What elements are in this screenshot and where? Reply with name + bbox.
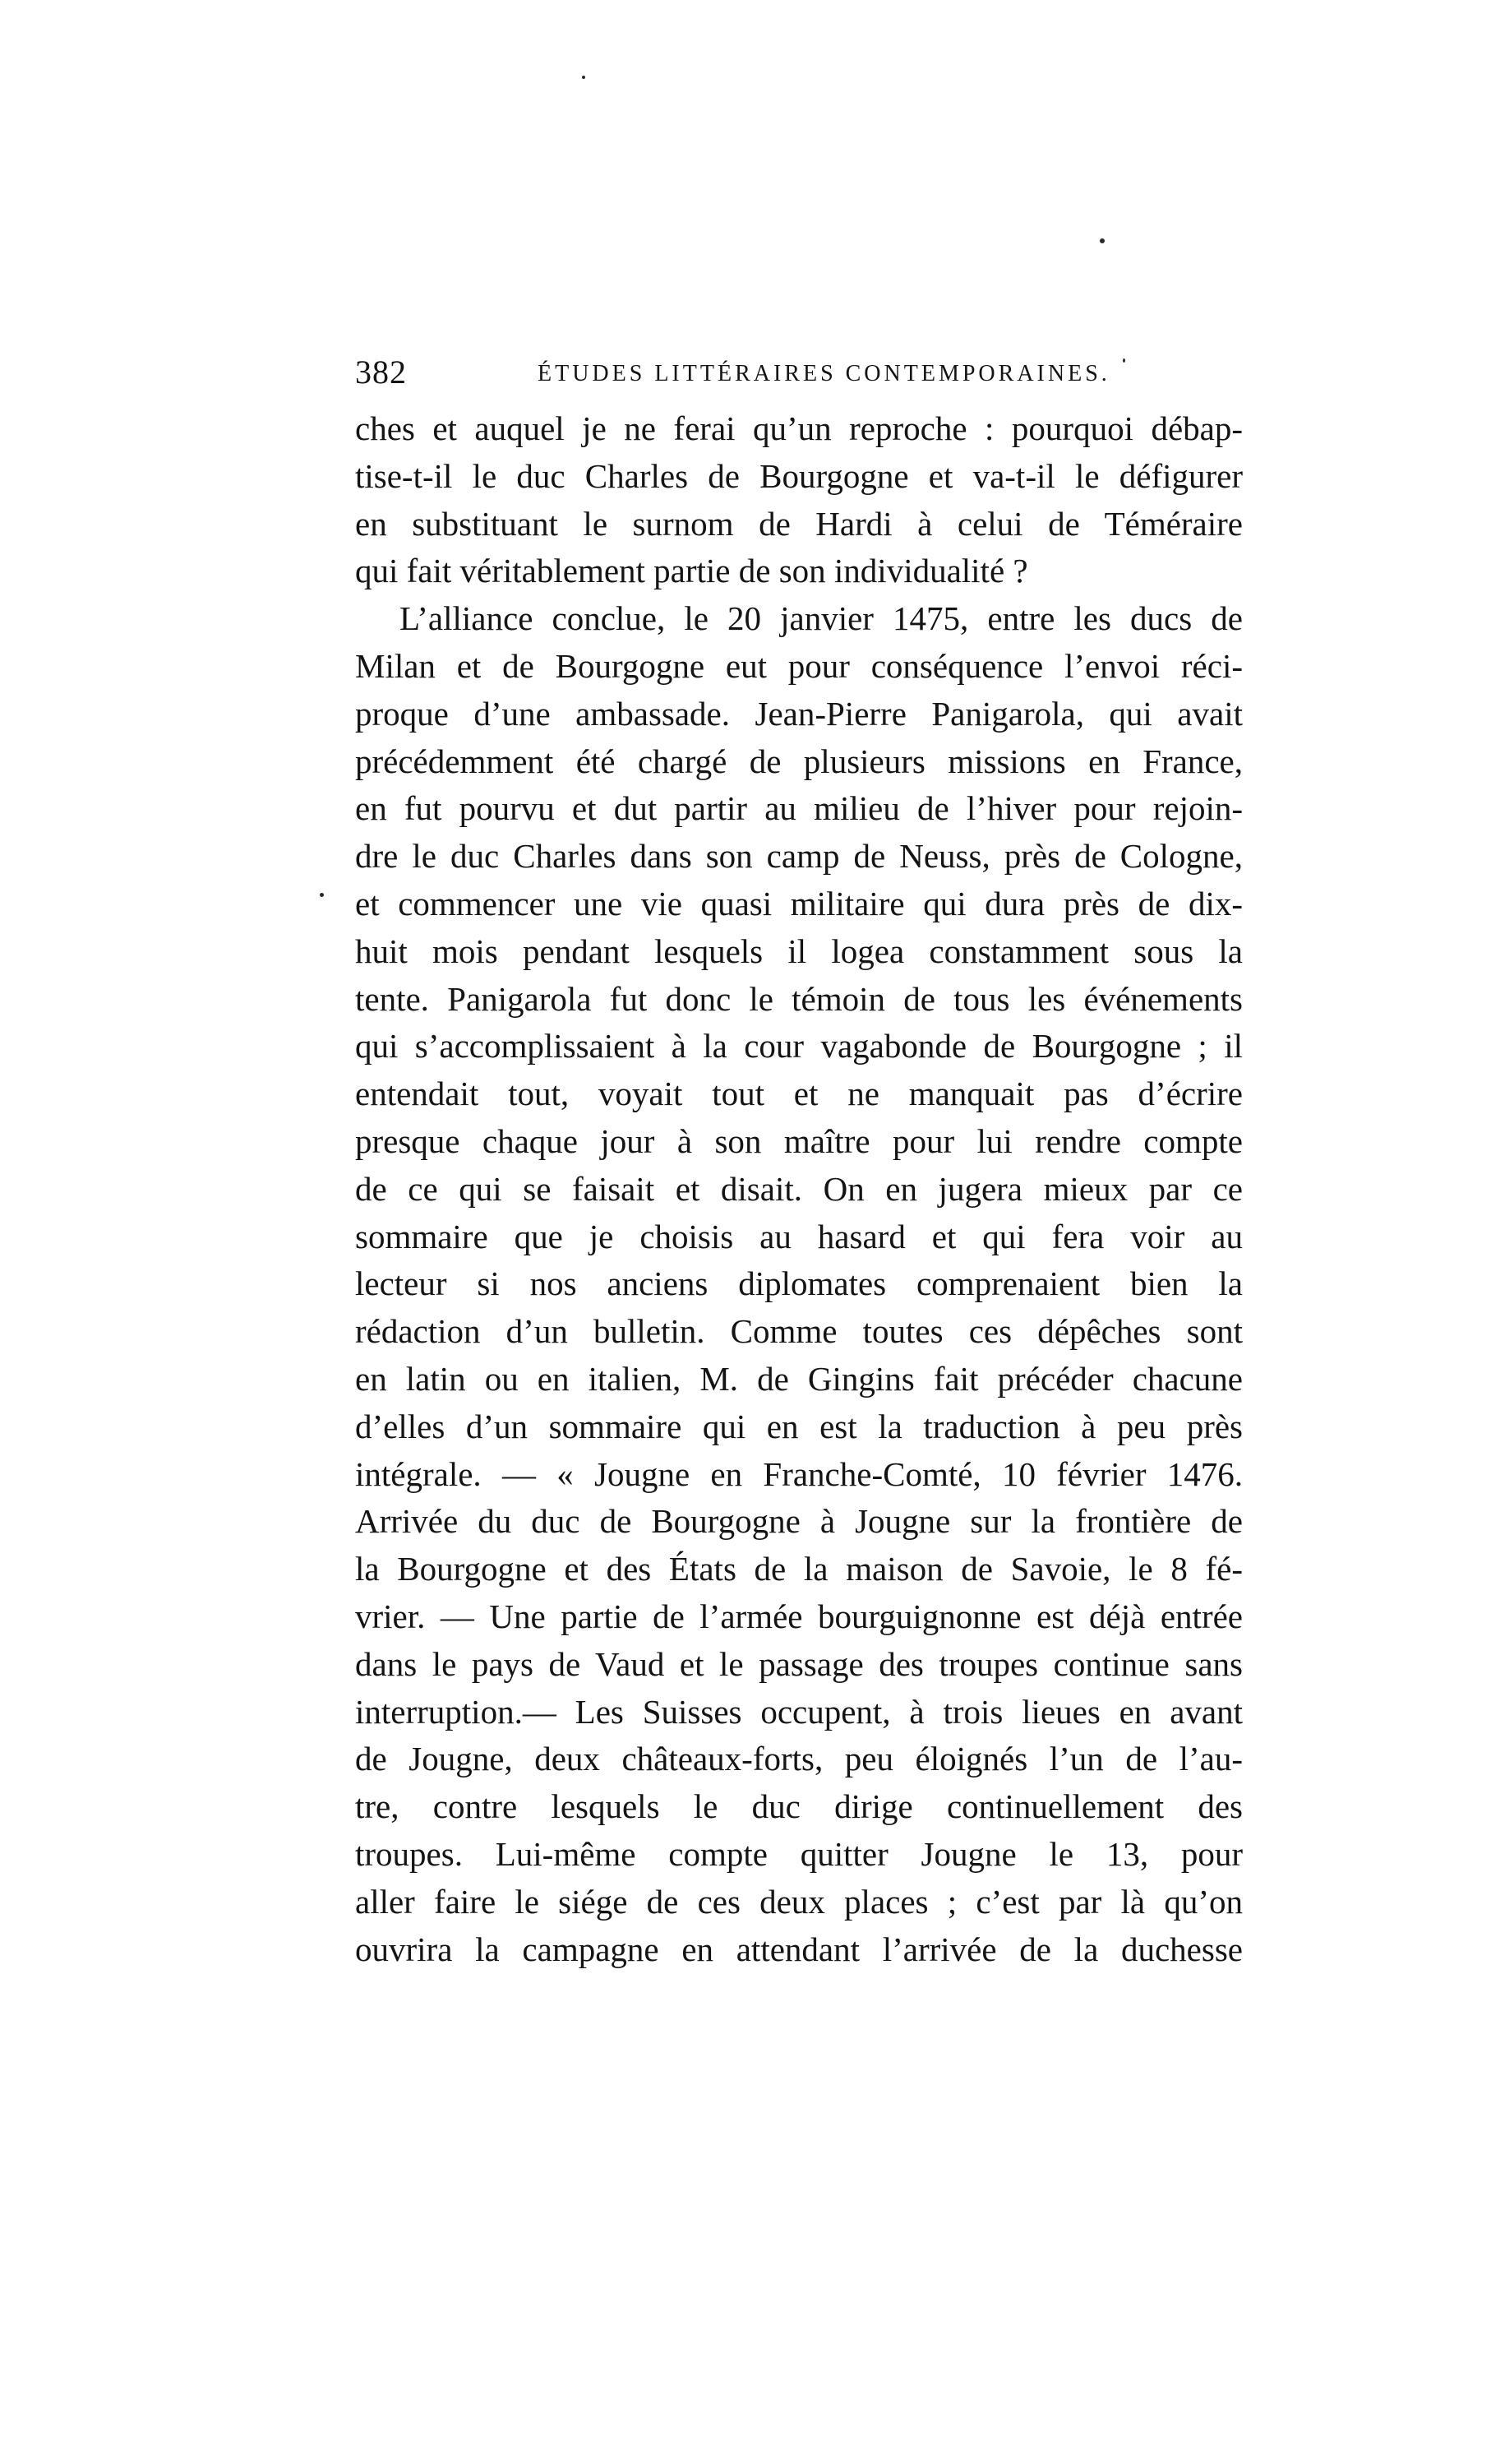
running-head — [355, 352, 1284, 393]
text-line: tre, contre lesquels le duc dirige continuellement des — [355, 1787, 1243, 1826]
text-line: tise-t-il le duc Charles de Bourgogne et va-t-il le défigurer — [355, 456, 1243, 495]
text-line: intégrale. — « Jougne en Franche-Comté, 10 février 1476. — [355, 1454, 1243, 1493]
text-line: en latin ou en italien, M. de Gingins fait précéder chacune — [355, 1359, 1243, 1398]
text-line: huit mois pendant lesquels il logea constamment sous la — [355, 932, 1243, 970]
running-title: ÉTUDES LITTÉRAIRES CONTEMPORAINES. — [538, 361, 1110, 386]
text-line: entendait tout, voyait tout et ne manquait pas d’écrire — [355, 1075, 1243, 1113]
text-line: la Bourgogne et des États de la maison de Savoie, le 8 fé- — [355, 1550, 1243, 1588]
text-line: rédaction d’un bulletin. Comme toutes ces dépêches sont — [355, 1312, 1243, 1351]
text-line: précédemment été chargé de plusieurs missions en France, — [355, 742, 1243, 780]
text-line: ouvrira la campagne en attendant l’arrivée de la duchesse — [355, 1930, 1243, 1968]
text-line: proque d’une ambassade. Jean-Pierre Panigarola, qui avait — [355, 694, 1243, 733]
text-line: sommaire que je choisis au hasard et qui fera voir au — [355, 1217, 1243, 1255]
text-line: troupes. Lui-même compte quitter Jougne le 13, pour — [355, 1834, 1243, 1873]
text-line: tente. Panigarola fut donc le témoin de tous les événements — [355, 979, 1243, 1018]
text-line: L’alliance conclue, le 20 janvier 1475, entre les ducs de — [399, 599, 1243, 638]
text-line: aller faire le siége de ces deux places ; c’est par là qu’on — [355, 1882, 1243, 1921]
text-line: presque chaque jour à son maître pour lui rendre compte — [355, 1121, 1243, 1160]
text-line: de ce qui se faisait et disait. On en jugera mieux par ce — [355, 1169, 1243, 1208]
text-line: d’elles d’un sommaire qui en est la traduction à peu près — [355, 1407, 1243, 1445]
page-number: 382 — [355, 354, 407, 391]
text-line: dre le duc Charles dans son camp de Neuss, près de Cologne, — [355, 837, 1243, 876]
print-speck — [1100, 238, 1105, 243]
text-line: dans le pays de Vaud et le passage des troupes continue sans — [355, 1644, 1243, 1683]
text-line: Milan et de Bourgogne eut pour conséquence l’envoi réci- — [355, 646, 1243, 685]
text-line: vrier. — Une partie de l’armée bourguignonne est déjà entrée — [355, 1597, 1243, 1635]
text-line: lecteur si nos anciens diplomates comprenaient bien la — [355, 1264, 1243, 1303]
text-line: interruption.— Les Suisses occupent, à trois lieues en avant — [355, 1692, 1243, 1731]
print-speck — [320, 893, 324, 897]
text-line: ches et auquel je ne ferai qu’un reproche : pourquoi débap- — [355, 409, 1243, 447]
text-line: qui s’accomplissaient à la cour vagabonde de Bourgogne ; il — [355, 1027, 1243, 1066]
text-line: en fut pourvu et dut partir au milieu de l’hiver pour rejoin- — [355, 789, 1243, 828]
text-line: de Jougne, deux châteaux-forts, peu éloignés l’un de l’au- — [355, 1740, 1243, 1778]
text-line: Arrivée du duc de Bourgogne à Jougne sur la frontière de — [355, 1502, 1243, 1541]
text-line: qui fait véritablement partie de son individualité ? — [355, 552, 1028, 590]
print-speck — [582, 76, 585, 79]
body-text — [355, 405, 1243, 1973]
text-line: et commencer une vie quasi militaire qui dura près de dix- — [355, 884, 1243, 922]
text-line: en substituant le surnom de Hardi à celui de Téméraire — [355, 504, 1243, 543]
